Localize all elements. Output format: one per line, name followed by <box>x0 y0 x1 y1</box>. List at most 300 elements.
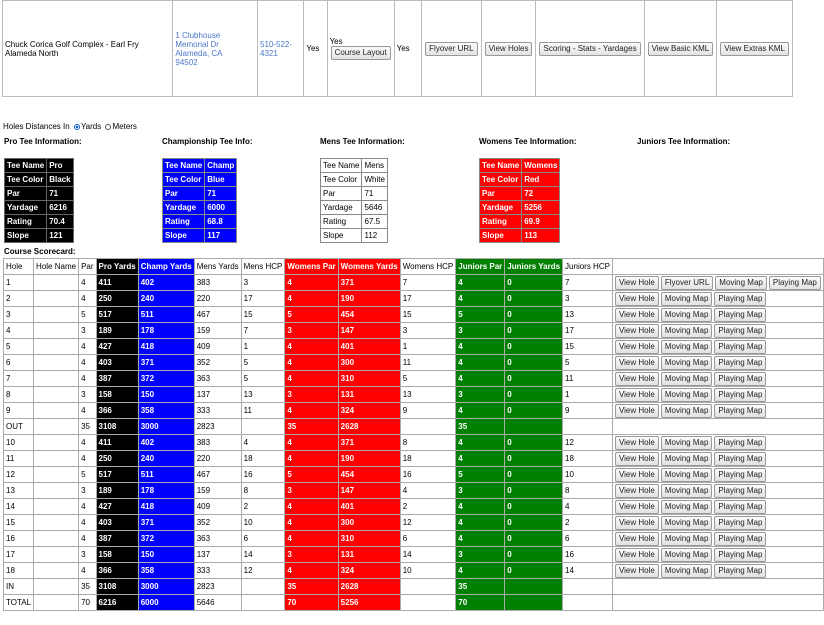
cell-mens-yards: 137 <box>194 547 241 563</box>
cell-mens-yards: 333 <box>194 403 241 419</box>
cell-juniors-par: 4 <box>456 275 505 291</box>
cell-pro-yards: 3108 <box>96 419 138 435</box>
view-extras-kml-button[interactable]: View Extras KML <box>720 42 789 56</box>
cell-juniors-yards: 0 <box>505 467 563 483</box>
tee-info-label: Tee Name <box>321 159 362 173</box>
cell-juniors-par: 4 <box>456 371 505 387</box>
row-actions <box>612 595 823 611</box>
cell-juniors-par: 4 <box>456 339 505 355</box>
tee-info-row <box>5 187 74 201</box>
moving-mapbutton[interactable]: Moving Map <box>661 292 713 306</box>
playing-mapbutton[interactable]: Playing Map <box>714 564 766 578</box>
cell-mens-hcp: 14 <box>241 547 285 563</box>
table-row <box>4 387 824 403</box>
row-actions <box>612 419 823 435</box>
moving-mapbutton[interactable]: Moving Map <box>661 404 713 418</box>
scoring-cell <box>536 1 644 97</box>
table-row <box>4 483 824 499</box>
cell-mens-yards: 220 <box>194 451 241 467</box>
cell-juniors-hcp: 4 <box>563 499 613 515</box>
cell-juniors-par: 4 <box>456 291 505 307</box>
cell-hole-name <box>34 435 79 451</box>
cell-juniors-hcp: 11 <box>563 371 613 387</box>
cell-womens-yards: 401 <box>338 499 400 515</box>
cell-womens-par: 4 <box>285 563 338 579</box>
yes-cell-3: Yes <box>394 1 422 97</box>
moving-mapbutton[interactable]: Moving Map <box>661 372 713 386</box>
cell-hole: 11 <box>4 451 34 467</box>
cell-hole: 16 <box>4 531 34 547</box>
col-header-hole: Hole <box>4 259 34 275</box>
cell-juniors-yards: 0 <box>505 435 563 451</box>
cell-womens-yards: 371 <box>338 435 400 451</box>
moving-mapbutton[interactable]: Moving Map <box>661 356 713 370</box>
cell-hole-name <box>34 483 79 499</box>
tee-info-row <box>163 187 237 201</box>
table-row <box>4 307 824 323</box>
view-holebutton[interactable]: View Hole <box>615 452 659 466</box>
cell-juniors-hcp <box>563 419 613 435</box>
tee-info-value: 5646 <box>362 201 387 215</box>
meters-label: Meters <box>112 122 137 131</box>
cell-womens-yards: 310 <box>338 371 400 387</box>
cell-mens-yards: 363 <box>194 531 241 547</box>
cell-mens-hcp: 10 <box>241 515 285 531</box>
cell-mens-hcp <box>241 579 285 595</box>
playing-mapbutton[interactable]: Playing Map <box>714 372 766 386</box>
cell-mens-yards: 2823 <box>194 579 241 595</box>
cell-juniors-par: 35 <box>456 419 505 435</box>
yes-cell-1: Yes <box>304 1 327 97</box>
view-holebutton[interactable]: View Hole <box>615 532 659 546</box>
tee-info-row <box>163 201 237 215</box>
course-name: Chuck Corica Golf Complex - Earl Fry Alameda North <box>3 1 173 97</box>
scoring-stats-button[interactable]: Scoring - Stats - Yardages <box>539 42 640 56</box>
row-actions <box>612 403 823 419</box>
tee-info-label: Tee Name <box>480 159 522 173</box>
cell-hole-name <box>34 307 79 323</box>
view-holebutton[interactable]: View Hole <box>615 340 659 354</box>
table-row <box>4 515 824 531</box>
cell-hole-name <box>34 419 79 435</box>
col-header-juniors-hcp: Juniors HCP <box>563 259 613 275</box>
tee-info-row <box>5 229 74 243</box>
table-row <box>4 579 824 595</box>
cell-hole: 14 <box>4 499 34 515</box>
tee-info-value: 112 <box>362 229 387 243</box>
cell-champ-yards: 511 <box>138 467 194 483</box>
cell-mens-yards: 137 <box>194 387 241 403</box>
cell-juniors-yards: 0 <box>505 563 563 579</box>
cell-hole-name <box>34 531 79 547</box>
playing-mapbutton[interactable]: Playing Map <box>714 548 766 562</box>
row-actions <box>612 579 823 595</box>
cell-hole: IN <box>4 579 34 595</box>
playing-mapbutton[interactable]: Playing Map <box>714 388 766 402</box>
tee-info-label: Par <box>321 187 362 201</box>
cell-juniors-hcp: 16 <box>563 547 613 563</box>
cell-juniors-yards <box>505 579 563 595</box>
table-row <box>4 595 824 611</box>
cell-juniors-par: 4 <box>456 435 505 451</box>
view-holebutton[interactable]: View Hole <box>615 372 659 386</box>
cell-pro-yards: 427 <box>96 339 138 355</box>
cell-womens-yards: 190 <box>338 451 400 467</box>
view-holebutton[interactable]: View Hole <box>615 356 659 370</box>
cell-champ-yards: 371 <box>138 515 194 531</box>
moving-mapbutton[interactable]: Moving Map <box>661 436 713 450</box>
view-holebutton[interactable]: View Hole <box>615 324 659 338</box>
cell-juniors-yards: 0 <box>505 483 563 499</box>
view-holes-button[interactable]: View Holes <box>485 42 533 56</box>
moving-mapbutton[interactable]: Moving Map <box>661 516 713 530</box>
tee-info-value: Mens <box>362 159 387 173</box>
distance-units <box>3 122 137 131</box>
table-row <box>4 531 824 547</box>
cell-par: 3 <box>79 547 96 563</box>
cell-pro-yards: 411 <box>96 435 138 451</box>
cell-mens-yards: 383 <box>194 275 241 291</box>
moving-mapbutton[interactable]: Moving Map <box>661 308 713 322</box>
yards-radio[interactable] <box>74 124 80 130</box>
cell-mens-hcp: 5 <box>241 371 285 387</box>
cell-womens-yards: 5256 <box>338 595 400 611</box>
row-actions <box>612 387 823 403</box>
tee-info-label: Slope <box>163 229 205 243</box>
cell-par: 35 <box>79 579 96 595</box>
cell-juniors-yards <box>505 419 563 435</box>
cell-womens-hcp: 18 <box>400 451 456 467</box>
cell-mens-yards: 159 <box>194 483 241 499</box>
cell-mens-hcp: 1 <box>241 339 285 355</box>
cell-womens-yards: 131 <box>338 387 400 403</box>
cell-mens-yards: 352 <box>194 355 241 371</box>
cell-pro-yards: 517 <box>96 467 138 483</box>
playing-mapbutton[interactable]: Playing Map <box>714 484 766 498</box>
cell-juniors-par: 4 <box>456 563 505 579</box>
cell-juniors-hcp <box>563 579 613 595</box>
playing-mapbutton[interactable]: Playing Map <box>714 436 766 450</box>
cell-par: 5 <box>79 467 96 483</box>
flyover-urlbutton[interactable]: Flyover URL <box>661 276 713 290</box>
view-holebutton[interactable]: View Hole <box>615 548 659 562</box>
playing-mapbutton[interactable]: Playing Map <box>714 292 766 306</box>
cell-womens-hcp: 5 <box>400 371 456 387</box>
cell-pro-yards: 366 <box>96 403 138 419</box>
cell-pro-yards: 366 <box>96 563 138 579</box>
view-holebutton[interactable]: View Hole <box>615 276 659 290</box>
cell-mens-yards: 409 <box>194 499 241 515</box>
cell-mens-hcp: 3 <box>241 275 285 291</box>
cell-womens-yards: 147 <box>338 323 400 339</box>
cell-womens-par: 3 <box>285 483 338 499</box>
cell-pro-yards: 250 <box>96 291 138 307</box>
cell-womens-par: 4 <box>285 515 338 531</box>
cell-juniors-hcp: 10 <box>563 467 613 483</box>
course-address <box>173 1 258 97</box>
tee-info-label: Rating <box>163 215 205 229</box>
meters-radio[interactable] <box>105 124 111 130</box>
col-header-juniors-par: Juniors Par <box>456 259 505 275</box>
cell-mens-yards: 220 <box>194 291 241 307</box>
yards-label: Yards <box>80 122 102 131</box>
cell-juniors-yards: 0 <box>505 547 563 563</box>
cell-womens-hcp: 6 <box>400 531 456 547</box>
cell-mens-hcp: 4 <box>241 435 285 451</box>
champ-tee-table <box>162 158 237 243</box>
cell-juniors-yards: 0 <box>505 275 563 291</box>
cell-hole: 15 <box>4 515 34 531</box>
tee-info-value: 70.4 <box>47 215 73 229</box>
cell-womens-par: 3 <box>285 387 338 403</box>
moving-mapbutton[interactable]: Moving Map <box>661 324 713 338</box>
cell-womens-yards: 300 <box>338 515 400 531</box>
cell-pro-yards: 403 <box>96 515 138 531</box>
cell-womens-hcp: 16 <box>400 467 456 483</box>
cell-pro-yards: 517 <box>96 307 138 323</box>
units-label: Holes Distances In <box>3 122 70 131</box>
playing-mapbutton[interactable]: Playing Map <box>714 340 766 354</box>
cell-womens-hcp: 7 <box>400 275 456 291</box>
moving-mapbutton[interactable]: Moving Map <box>661 500 713 514</box>
view-basic-kml-button[interactable]: View Basic KML <box>648 42 714 56</box>
moving-mapbutton[interactable]: Moving Map <box>661 548 713 562</box>
cell-juniors-par: 4 <box>456 403 505 419</box>
tee-info-row <box>480 187 560 201</box>
tee-info-row <box>321 159 388 173</box>
table-row <box>4 451 824 467</box>
table-row <box>4 435 824 451</box>
cell-hole-name <box>34 451 79 467</box>
cell-juniors-hcp: 15 <box>563 339 613 355</box>
tee-info-row <box>163 159 237 173</box>
view-holebutton[interactable]: View Hole <box>615 388 659 402</box>
playing-mapbutton[interactable]: Playing Map <box>714 516 766 530</box>
tee-info-label: Tee Color <box>321 173 362 187</box>
cell-womens-hcp: 10 <box>400 563 456 579</box>
playing-mapbutton[interactable]: Playing Map <box>714 404 766 418</box>
cell-hole: 6 <box>4 355 34 371</box>
cell-par: 3 <box>79 323 96 339</box>
cell-hole: OUT <box>4 419 34 435</box>
table-row <box>4 291 824 307</box>
tee-info-row <box>321 201 388 215</box>
cell-womens-hcp: 8 <box>400 435 456 451</box>
cell-pro-yards: 158 <box>96 387 138 403</box>
tee-info-row <box>480 201 560 215</box>
cell-champ-yards: 150 <box>138 387 194 403</box>
cell-mens-yards: 333 <box>194 563 241 579</box>
cell-mens-yards: 352 <box>194 515 241 531</box>
col-header-pro-yards: Pro Yards <box>96 259 138 275</box>
cell-hole-name <box>34 371 79 387</box>
cell-womens-par: 4 <box>285 339 338 355</box>
cell-womens-hcp: 14 <box>400 547 456 563</box>
cell-womens-yards: 2628 <box>338 579 400 595</box>
moving-mapbutton[interactable]: Moving Map <box>715 276 767 290</box>
tee-info-label: Slope <box>5 229 47 243</box>
view-holebutton[interactable]: View Hole <box>615 516 659 530</box>
cell-womens-yards: 324 <box>338 563 400 579</box>
tee-info-label: Tee Color <box>5 173 47 187</box>
cell-juniors-hcp: 14 <box>563 563 613 579</box>
address-city: Alameda, CA <box>175 48 223 58</box>
moving-mapbutton[interactable]: Moving Map <box>661 532 713 546</box>
cell-hole-name <box>34 563 79 579</box>
tee-info-label: Par <box>163 187 205 201</box>
cell-hole: 9 <box>4 403 34 419</box>
womens-tee-table <box>479 158 560 243</box>
moving-mapbutton[interactable]: Moving Map <box>661 388 713 402</box>
cell-mens-hcp <box>241 595 285 611</box>
tee-info-value: White <box>362 173 387 187</box>
cell-hole-name <box>34 579 79 595</box>
playing-mapbutton[interactable]: Playing Map <box>714 324 766 338</box>
playing-mapbutton[interactable]: Playing Map <box>714 500 766 514</box>
course-layout-button[interactable]: Course Layout <box>331 46 391 60</box>
phone-link[interactable]: 510-522-4321 <box>260 39 293 58</box>
tee-info-value: 5256 <box>522 201 560 215</box>
tee-info-row <box>480 229 560 243</box>
cell-hole: 18 <box>4 563 34 579</box>
tee-info-value: 113 <box>522 229 560 243</box>
cell-par: 4 <box>79 531 96 547</box>
cell-womens-yards: 131 <box>338 547 400 563</box>
cell-mens-yards: 363 <box>194 371 241 387</box>
tee-info-value: 121 <box>47 229 73 243</box>
moving-mapbutton[interactable]: Moving Map <box>661 340 713 354</box>
cell-par: 4 <box>79 291 96 307</box>
cell-womens-hcp: 12 <box>400 515 456 531</box>
cell-hole: 10 <box>4 435 34 451</box>
playing-mapbutton[interactable]: Playing Map <box>714 468 766 482</box>
cell-champ-yards: 372 <box>138 371 194 387</box>
tee-info-row <box>163 229 237 243</box>
cell-par: 3 <box>79 483 96 499</box>
address-line1: 1 Clubhouse Memorial Dr <box>175 30 221 49</box>
pro-tee-heading: Pro Tee Information: <box>4 137 82 146</box>
cell-mens-yards: 383 <box>194 435 241 451</box>
row-actions <box>612 531 823 547</box>
scorecard-header-row <box>4 259 824 275</box>
playing-mapbutton[interactable]: Playing Map <box>714 308 766 322</box>
cell-pro-yards: 250 <box>96 451 138 467</box>
tee-info-row <box>480 215 560 229</box>
cell-juniors-hcp: 13 <box>563 307 613 323</box>
view-holebutton[interactable]: View Hole <box>615 308 659 322</box>
cell-mens-yards: 2823 <box>194 419 241 435</box>
cell-hole-name <box>34 515 79 531</box>
cell-mens-hcp: 6 <box>241 531 285 547</box>
col-header-womens-par: Womens Par <box>285 259 338 275</box>
cell-hole: 12 <box>4 467 34 483</box>
tee-info-row <box>5 173 74 187</box>
view-holebutton[interactable]: View Hole <box>615 564 659 578</box>
view-holebutton[interactable]: View Hole <box>615 436 659 450</box>
cell-womens-hcp: 11 <box>400 355 456 371</box>
moving-mapbutton[interactable]: Moving Map <box>661 564 713 578</box>
view-holebutton[interactable]: View Hole <box>615 484 659 498</box>
address-link[interactable] <box>175 31 222 67</box>
cell-mens-hcp: 11 <box>241 403 285 419</box>
flyover-url-button[interactable]: Flyover URL <box>425 42 477 56</box>
view-holebutton[interactable]: View Hole <box>615 468 659 482</box>
cell-hole-name <box>34 547 79 563</box>
scorecard-table <box>3 258 824 611</box>
tee-info-value: 71 <box>362 187 387 201</box>
moving-mapbutton[interactable]: Moving Map <box>661 484 713 498</box>
tee-info-value: Red <box>522 173 560 187</box>
cell-par: 4 <box>79 515 96 531</box>
cell-juniors-par: 3 <box>456 387 505 403</box>
cell-womens-par: 3 <box>285 547 338 563</box>
view-holebutton[interactable]: View Hole <box>615 292 659 306</box>
table-row <box>4 467 824 483</box>
cell-womens-hcp <box>400 595 456 611</box>
cell-juniors-par: 70 <box>456 595 505 611</box>
cell-juniors-par: 5 <box>456 307 505 323</box>
cell-champ-yards: 240 <box>138 291 194 307</box>
tee-info-value: Black <box>47 173 73 187</box>
cell-hole-name <box>34 275 79 291</box>
cell-champ-yards: 3000 <box>138 419 194 435</box>
cell-hole-name <box>34 339 79 355</box>
cell-juniors-par: 35 <box>456 579 505 595</box>
layout-cell <box>327 1 394 97</box>
tee-info-label: Yardage <box>480 201 522 215</box>
moving-mapbutton[interactable]: Moving Map <box>661 452 713 466</box>
cell-womens-par: 5 <box>285 307 338 323</box>
row-actions <box>612 563 823 579</box>
cell-womens-yards: 401 <box>338 339 400 355</box>
cell-juniors-yards: 0 <box>505 355 563 371</box>
cell-champ-yards: 358 <box>138 563 194 579</box>
cell-juniors-par: 4 <box>456 531 505 547</box>
col-header-juniors-yards: Juniors Yards <box>505 259 563 275</box>
view-holebutton[interactable]: View Hole <box>615 500 659 514</box>
cell-juniors-yards: 0 <box>505 515 563 531</box>
tee-info-value: 67.5 <box>362 215 387 229</box>
view-holebutton[interactable]: View Hole <box>615 404 659 418</box>
cell-juniors-yards: 0 <box>505 307 563 323</box>
cell-womens-hcp: 3 <box>400 323 456 339</box>
cell-womens-yards: 300 <box>338 355 400 371</box>
cell-par: 4 <box>79 355 96 371</box>
cell-juniors-hcp: 8 <box>563 483 613 499</box>
playing-mapbutton[interactable]: Playing Map <box>714 452 766 466</box>
cell-juniors-hcp: 6 <box>563 531 613 547</box>
cell-mens-hcp: 15 <box>241 307 285 323</box>
mens-tee-table <box>320 158 388 243</box>
playing-mapbutton[interactable]: Playing Map <box>714 356 766 370</box>
col-header-hole-name: Hole Name <box>34 259 79 275</box>
cell-hole: 8 <box>4 387 34 403</box>
moving-mapbutton[interactable]: Moving Map <box>661 468 713 482</box>
cell-mens-hcp: 8 <box>241 483 285 499</box>
tee-info-value: 69.9 <box>522 215 560 229</box>
tee-info-label: Par <box>480 187 522 201</box>
cell-juniors-yards: 0 <box>505 339 563 355</box>
course-info-table <box>2 0 793 97</box>
playing-mapbutton[interactable]: Playing Map <box>769 276 821 290</box>
cell-hole: 1 <box>4 275 34 291</box>
cell-mens-yards: 467 <box>194 307 241 323</box>
playing-mapbutton[interactable]: Playing Map <box>714 532 766 546</box>
cell-mens-yards: 409 <box>194 339 241 355</box>
cell-hole-name <box>34 291 79 307</box>
cell-champ-yards: 371 <box>138 355 194 371</box>
cell-mens-hcp <box>241 419 285 435</box>
